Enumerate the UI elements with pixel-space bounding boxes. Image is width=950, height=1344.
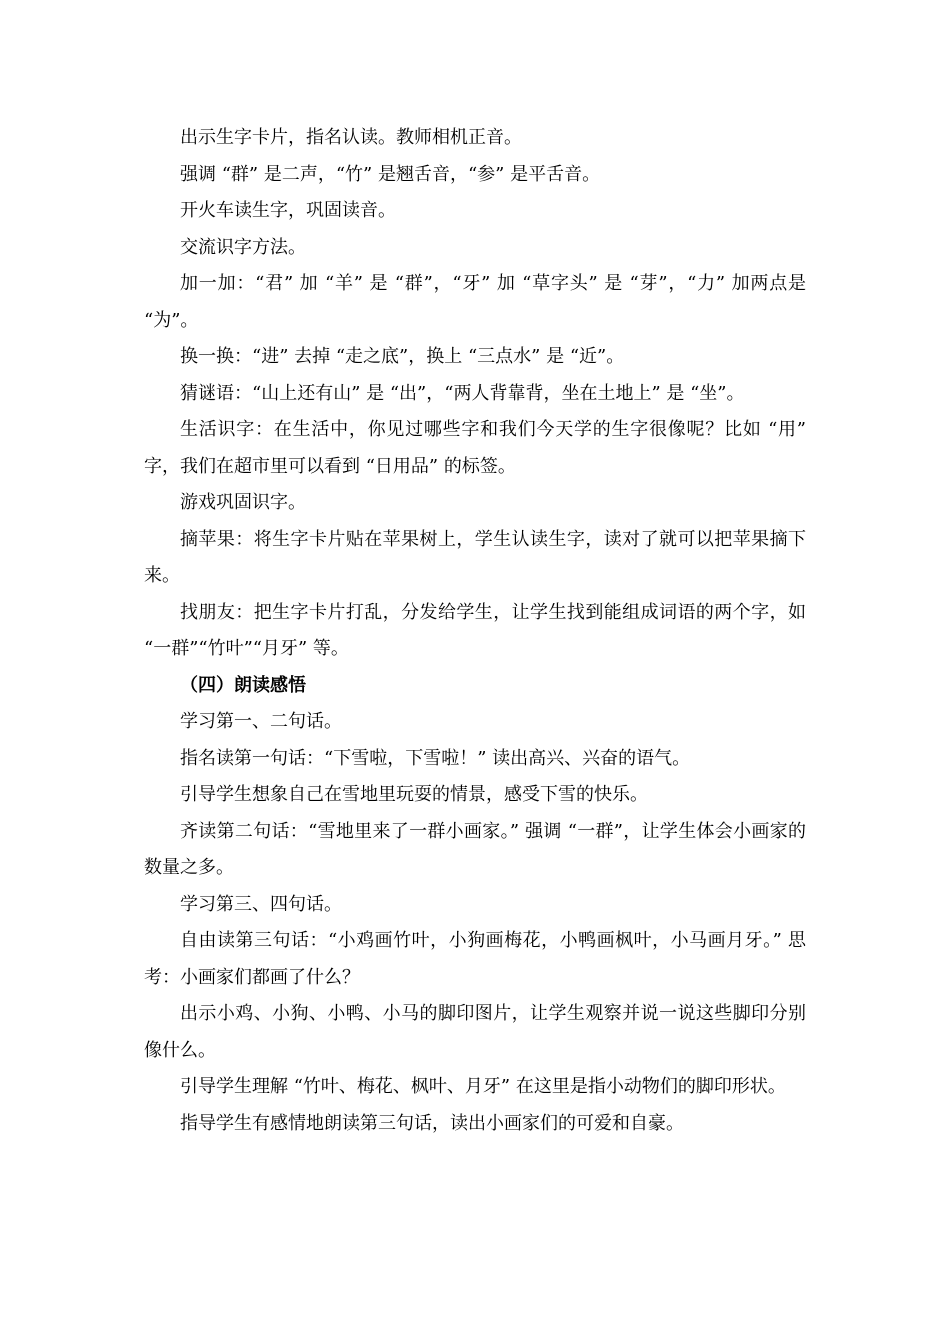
paragraph: 游戏巩固识字。 [180, 492, 306, 513]
paragraph: 找朋友：把生字卡片打乱，分发给学生，让学生找到能组成词语的两个字，如 “一群”“竹叶”“月牙” 等。 [144, 601, 806, 659]
paragraph: 加一加：“君” 加 “羊” 是 “群”，“牙” 加 “草字头” 是 “芽”，“力” 加两点是 “为”。 [144, 273, 806, 331]
paragraph: 自由读第三句话：“小鸡画竹叶，小狗画梅花，小鸭画枫叶，小马画月牙。” 思考：小画家们都画了什么？ [144, 930, 806, 988]
paragraph: 摘苹果：将生字卡片贴在苹果树上，学生认读生字，读对了就可以把苹果摘下来。 [144, 528, 806, 586]
paragraph: 交流识字方法。 [180, 236, 306, 258]
section-heading: （四）朗读感悟 [180, 674, 306, 696]
paragraph: 指导学生有感情地朗读第三句话，读出小画家们的可爱和自豪。 [180, 1112, 684, 1134]
paragraph: 学习第一、二句话。 [180, 711, 342, 732]
paragraph: 生活识字：在生活中，你见过哪些字和我们今天学的生字很像呢？比如 “用” 字，我们在超市里可以看到 “日用品” 的标签。 [144, 419, 806, 477]
paragraph: 开火车读生字，巩固读音。 [180, 200, 396, 221]
paragraph: 引导学生理解 “竹叶、梅花、枫叶、月牙” 在这里是指小动物们的脚印形状。 [180, 1076, 786, 1097]
paragraph: 指名读第一句话：“下雪啦，下雪啦！” 读出高兴、兴奋的语气。 [180, 747, 691, 769]
paragraph: 齐读第二句话：“雪地里来了一群小画家。” 强调 “一群”，让学生体会小画家的数量之多。 [144, 820, 806, 878]
paragraph: 出示生字卡片，指名认读。教师相机正音。 [180, 127, 522, 148]
paragraph: 猜谜语：“山上还有山” 是 “出”，“两人背靠背，坐在土地上” 是 “坐”。 [180, 382, 745, 404]
paragraph: 学习第三、四句话。 [180, 893, 342, 915]
paragraph: 强调 “群” 是二声，“竹” 是翘舌音，“参” 是平舌音。 [180, 163, 601, 185]
paragraph: 引导学生想象自己在雪地里玩耍的情景，感受下雪的快乐。 [180, 784, 648, 805]
document-body [144, 120, 806, 1142]
paragraph: 出示小鸡、小狗、小鸭、小马的脚印图片，让学生观察并说一说这些脚印分别像什么。 [144, 1003, 806, 1061]
paragraph: 换一换：“进” 去掉 “走之底”，换上 “三点水” 是 “近”。 [180, 346, 625, 367]
